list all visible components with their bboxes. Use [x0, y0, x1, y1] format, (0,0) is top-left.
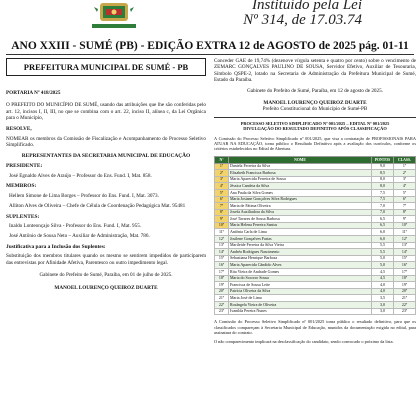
row-number: 3º: [215, 176, 229, 183]
suplentes-label: SUPLENTES:: [6, 213, 40, 220]
representantes-heading: REPRESENTANTES DA SECRETARIA MUNICIPAL DE EDUCAÇÃO: [21, 152, 191, 159]
row-points: 7,5: [372, 189, 394, 196]
edital-subtitle: DIVULGAÇÃO DO RESULTADO DEFINITIVO APÓS CLASSIFICAÇÃO: [243, 126, 387, 132]
row-name: Maria de Fátima Oliveira: [229, 203, 372, 210]
row-name: Elizabeth Francisca Barbosa: [229, 170, 372, 177]
row-number: 18º: [215, 275, 229, 282]
row-name: Daniela Ferreira da Silva: [229, 163, 372, 170]
row-points: 6,5: [372, 222, 394, 229]
membro-entry-1: Hellem Simone de Lima Borges – Professor do Ens. Fund. I, Mat. 3073.: [9, 192, 159, 199]
justificativa-label: Justificativa para a Inclusão dos Suplentes:: [6, 243, 106, 250]
table-row: [215, 282, 416, 289]
row-name: Rita Vieira de Andrade Gomes: [229, 269, 372, 276]
municipal-crest-icon: [94, 0, 134, 26]
row-points: 3,5: [372, 295, 394, 302]
row-name: Josilene Gonçalves Farias: [229, 236, 372, 243]
row-points: 7,0: [372, 209, 394, 216]
row-name: Maria Aparecida Ferreira de Sousa: [229, 176, 372, 183]
row-number: 7º: [215, 203, 229, 210]
row-class: 18º: [394, 275, 416, 282]
row-class: 2º: [394, 170, 416, 177]
right-divider: [214, 117, 416, 118]
table-row: [215, 222, 416, 229]
row-points: 7,5: [372, 196, 394, 203]
row-number: 4º: [215, 183, 229, 190]
right-signature: MANOEL LOURENÇO QUEIROZ DUARTE: [263, 100, 367, 107]
resolve-label: RESOLVE,: [6, 125, 32, 132]
row-number: 12º: [215, 236, 229, 243]
row-points: 6,5: [372, 216, 394, 223]
row-name: Maria Helena Ferreira Santos: [229, 222, 372, 229]
row-points: 8,5: [372, 170, 394, 177]
result-table-body: [215, 163, 416, 315]
table-row: [215, 209, 416, 216]
row-class: 14º: [394, 249, 416, 256]
row-number: 17º: [215, 269, 229, 276]
table-row: [215, 295, 416, 302]
table-row: [215, 163, 416, 170]
table-row: [215, 242, 416, 249]
row-name: Maria Aparecida Cândido Alves: [229, 262, 372, 269]
institution-note: [243, 0, 362, 28]
row-name: Jéssica Candeia da Silva: [229, 183, 372, 190]
row-number: 10º: [215, 222, 229, 229]
row-points: 3,0: [372, 302, 394, 309]
row-class: 4º: [394, 183, 416, 190]
result-table: [214, 156, 416, 316]
col-header-points: PONTOS: [372, 156, 394, 163]
row-name: Ana Paula da Silva Gomes: [229, 189, 372, 196]
row-number: 1º: [215, 163, 229, 170]
row-points: 5,5: [372, 242, 394, 249]
row-class: 19º: [394, 282, 416, 289]
row-name: Sebastiana Henrique Barbosa: [229, 255, 372, 262]
nomear-text: NOMEAR os membros da Comissão de Fiscalização e Acompanhamento do Processo Seletivo Simplificado.: [6, 136, 206, 149]
presidente-entry: José Egnaldo Alves de Araújo – Professor do Ens. Fund. I, Mat. 858.: [9, 172, 152, 179]
row-class: 6º: [394, 196, 416, 203]
row-class: 23º: [394, 308, 416, 315]
closing-text: A Comissão do Processo Seletivo Simplificado nº 001/2025 torna público o resultado definitivo, para que os classificados compareçam à Secretaria Municipal de Educação, munidos da documentação exigida no edital, para assinatura do contrato.: [214, 319, 416, 335]
row-points: 6,0: [372, 229, 394, 236]
row-points: 8,0: [372, 176, 394, 183]
row-points: 4,0: [372, 288, 394, 295]
row-number: 15º: [215, 255, 229, 262]
col-header-class: CLASS.: [394, 156, 416, 163]
row-points: 4,5: [372, 269, 394, 276]
row-number: 11º: [215, 229, 229, 236]
row-name: Andréa Rodrigues Nascimento: [229, 249, 372, 256]
row-points: 9,0: [372, 163, 394, 170]
edition-line: ANO XXIII - SUMÉ (PB) - EDIÇÃO EXTRA 12 de AGOSTO de 2025 pág. 01-11: [11, 40, 409, 52]
left-column: [6, 58, 206, 295]
row-class: 13º: [394, 242, 416, 249]
row-number: 8º: [215, 209, 229, 216]
crest-band: [92, 24, 136, 28]
row-points: 5,5: [372, 249, 394, 256]
row-name: Maria Josiane Gonçalves Silva Rodrigues: [229, 196, 372, 203]
top-rule: [6, 54, 414, 55]
row-number: 14º: [215, 249, 229, 256]
row-name: Ivanilda Pereira Nunes: [229, 308, 372, 315]
table-row: [215, 196, 416, 203]
row-number: 13º: [215, 242, 229, 249]
table-row: [215, 236, 416, 243]
portaria-number: PORTARIA Nº 418/2025: [6, 90, 61, 96]
table-row: [215, 262, 416, 269]
row-number: 20º: [215, 288, 229, 295]
row-number: 2º: [215, 170, 229, 177]
row-name: Francisca de Sousa Leite: [229, 282, 372, 289]
row-class: 15º: [394, 255, 416, 262]
closing-text-2: O não comparecimento implicará na desclassificação do candidato, sendo convocado o próximo da lista.: [214, 339, 394, 345]
table-row: [215, 229, 416, 236]
table-row: [215, 176, 416, 183]
row-class: 9º: [394, 216, 416, 223]
table-row: [215, 183, 416, 190]
row-points: 8,0: [372, 183, 394, 190]
row-number: 6º: [215, 196, 229, 203]
prefeitura-title-box: PREFEITURA MUNICIPAL DE SUMÉ - PB: [6, 58, 206, 76]
right-signature-title: Prefeito Constitucional do Município de Sumé-PB: [262, 106, 368, 113]
row-name: Antônia Carla de Lima: [229, 229, 372, 236]
row-name: Maria José de Lima: [229, 295, 372, 302]
row-class: 12º: [394, 236, 416, 243]
row-number: 9º: [215, 216, 229, 223]
edital-title: PROCESSO SELETIVO SIMPLIFICADO Nº 001/2025 – EDITAL Nº 001/2025: [240, 120, 390, 126]
table-row: [215, 288, 416, 295]
row-class: 16º: [394, 262, 416, 269]
justificativa-text: Substituição dos membros titulares quando os mesmo se sentirem impedidos de participarem das entrevistas por Afinidade Afetiva, Parentesco ou outro impedimento legal.: [6, 253, 206, 266]
row-number: 16º: [215, 262, 229, 269]
table-row: [215, 308, 416, 315]
institution-line-2: Nº 314, de 17.03.74: [243, 12, 362, 28]
row-points: 3,0: [372, 308, 394, 315]
right-column: [214, 58, 416, 348]
table-row: [215, 170, 416, 177]
row-class: 7º: [394, 203, 416, 210]
row-number: 21º: [215, 295, 229, 302]
table-row: [215, 302, 416, 309]
row-number: 22º: [215, 302, 229, 309]
row-name: José Tavares de Sousa Barbosa: [229, 216, 372, 223]
row-name: Rosângela Vieira de Oliveira: [229, 302, 372, 309]
row-points: 4,5: [372, 275, 394, 282]
row-class: 3º: [394, 176, 416, 183]
masthead: [0, 0, 420, 36]
gae-text: Conceder GAE de 19,74% (dezenove vírgula setenta e quatro por cento) sobre o vencimento de ZEMARC GONÇALVES PAULINO DE SOUSA, Servidor Efetivo, Auxiliar de Tesouraria, Símbolo QSPE-2, lotado na Secretaria de Administração da Prefeitura Municipal de Sumé, Estado da Paraíba.: [214, 58, 416, 84]
membro-entry-2: Alliton Alves de Oliveira – Chefe de Célula de Coordenação Pedagógica Mat. 95481: [9, 203, 186, 210]
row-name: Marileide Ferreira da Silva Vieira: [229, 242, 372, 249]
portaria-intro: O PREFEITO DO MUNICÍPIO DE SUMÉ, usando das atribuições que lhe são conferidas pelo art. 12, incisos I, II, III, no que se combina com o art. 22, inciso II, alínea c, da Lei Orgânica para o Município,: [6, 102, 206, 122]
table-row: [215, 203, 416, 210]
row-class: 21º: [394, 295, 416, 302]
row-class: 17º: [394, 269, 416, 276]
left-signature: MANOEL LOURENÇO QUEIROZ DUARTE: [54, 284, 158, 291]
row-number: 19º: [215, 282, 229, 289]
left-gabinete-line: Gabinete do Prefeito de Sumé, Paraíba, em 01 de julho de 2025.: [39, 272, 173, 279]
table-row: [215, 255, 416, 262]
result-table-header: [215, 156, 416, 163]
row-points: 6,0: [372, 236, 394, 243]
row-points: 4,0: [372, 282, 394, 289]
suplente-entry-1: Inaldo Lonteonçajo Silva - Professor do Ens. Fund. I, Mat. 955.: [9, 223, 142, 230]
row-name: Josefa Auxiliadora da Silva: [229, 209, 372, 216]
suplente-entry-2: José Antônio de Sousa Neto – Auxiliar de Administração, Mat. 786.: [9, 233, 150, 240]
presidente-label: PRESIDENTE:: [6, 163, 43, 170]
row-name: Maria do Socorro Sousa: [229, 275, 372, 282]
right-gabinete-line: Gabinete do Prefeito de Sumé, Paraíba, em 12 de agosto de 2025.: [247, 87, 383, 94]
row-name: Patrícia Oliveira da Silva: [229, 288, 372, 295]
row-number: 5º: [215, 189, 229, 196]
institution-line-1: Instituído pela Lei: [252, 0, 362, 13]
table-row: [215, 269, 416, 276]
row-class: 5º: [394, 189, 416, 196]
row-class: 8º: [394, 209, 416, 216]
row-points: 5,0: [372, 262, 394, 269]
row-number: 23º: [215, 308, 229, 315]
row-class: 1º: [394, 163, 416, 170]
row-class: 22º: [394, 302, 416, 309]
edital-text: A Comissão do Processo Seletivo Simplificado nº 001/2025, que visa a contratação de PROFISSIONAIS PARA ATUAR NA EDUCAÇÃO, torna público o Resultado Definitivo após a avaliação dos currículos, conforme os critérios estabelecidos no Edital de Abertura.: [214, 135, 416, 152]
row-class: 10º: [394, 222, 416, 229]
table-row: [215, 189, 416, 196]
row-points: 7,0: [372, 203, 394, 210]
table-row: [215, 216, 416, 223]
table-row: [215, 249, 416, 256]
table-row: [215, 275, 416, 282]
col-header-number: Nº: [215, 156, 229, 163]
row-class: 11º: [394, 229, 416, 236]
row-points: 5,0: [372, 255, 394, 262]
col-header-name: NOME: [229, 156, 372, 163]
row-class: 20º: [394, 288, 416, 295]
membros-label: MEMBROS:: [6, 183, 37, 190]
